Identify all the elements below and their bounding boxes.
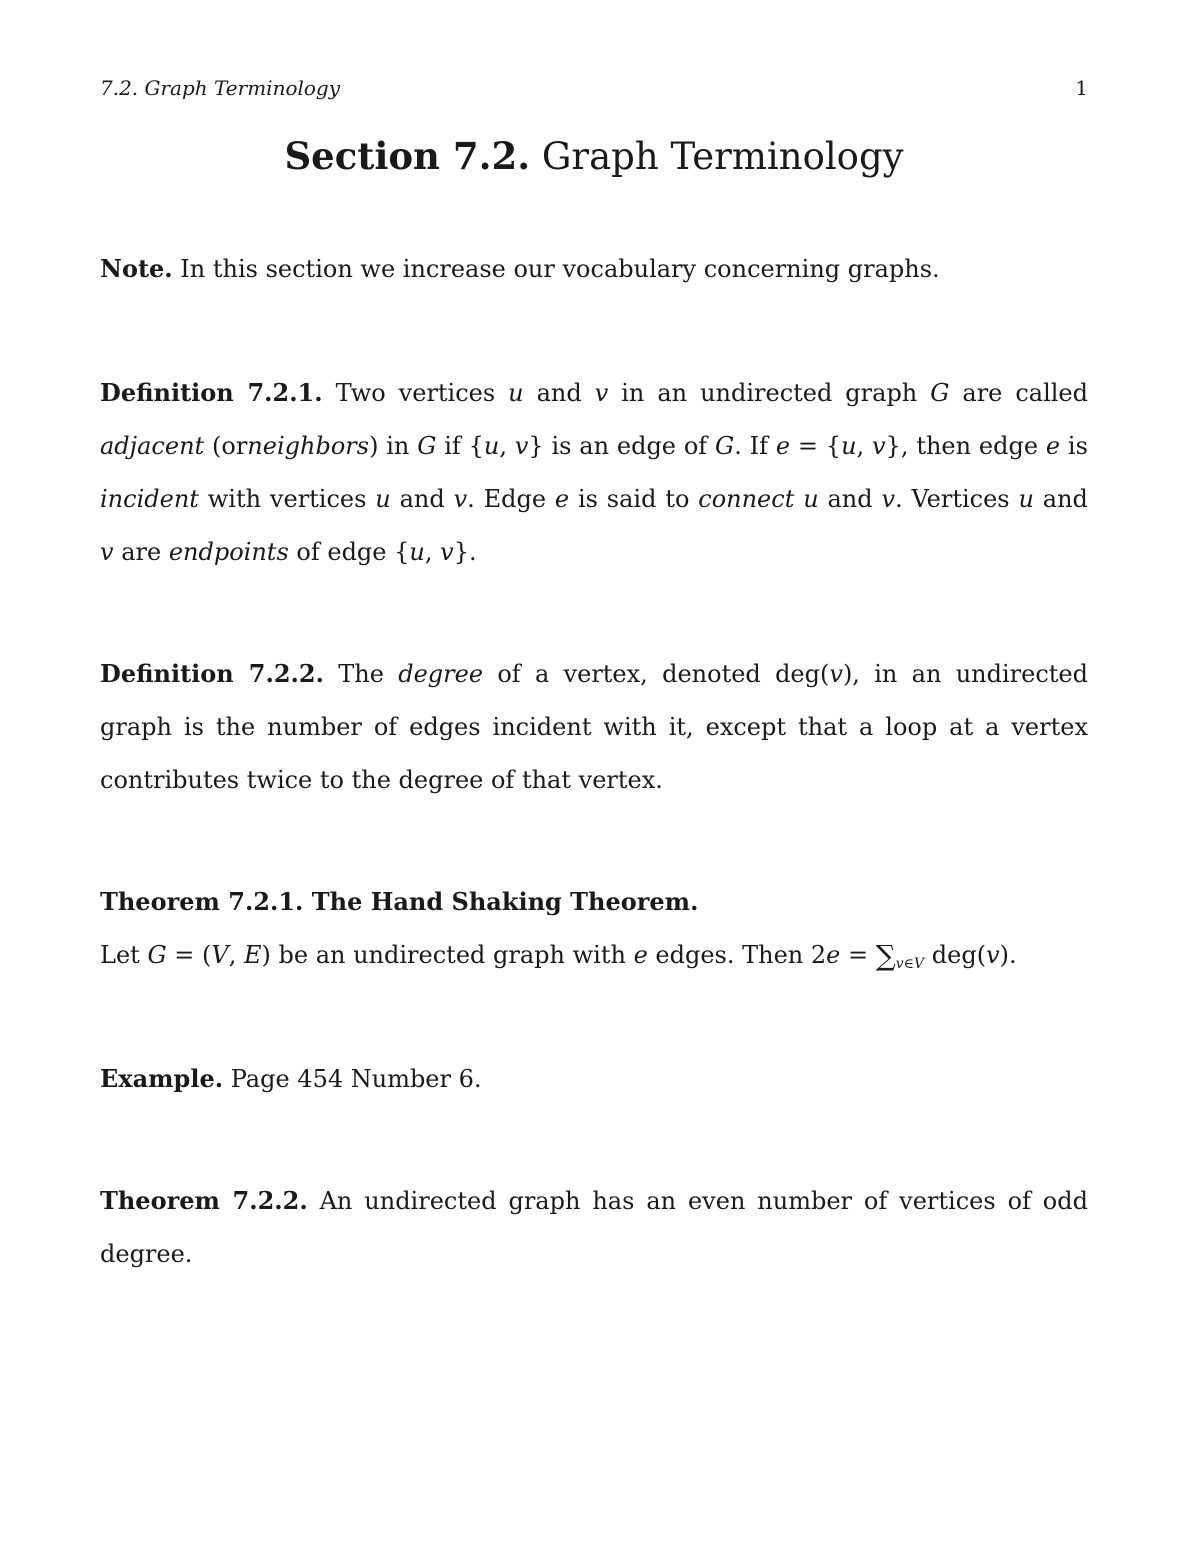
section-title bbox=[100, 134, 1088, 178]
def-text: in an undirected graph bbox=[621, 379, 918, 407]
math-v: v bbox=[881, 485, 896, 513]
running-header bbox=[100, 76, 1088, 100]
math-e: e bbox=[826, 941, 841, 969]
def-text: if { bbox=[444, 432, 484, 460]
thm-text: ) be an undirected graph with bbox=[261, 941, 626, 969]
math-e: e bbox=[1045, 432, 1061, 460]
example-text: Page 454 Number 6. bbox=[230, 1065, 482, 1093]
def-text: . Vertices bbox=[895, 485, 1010, 513]
math-E: E bbox=[243, 941, 262, 969]
math-u: u bbox=[483, 432, 500, 460]
example-paragraph bbox=[100, 1052, 1088, 1106]
math-u: u bbox=[375, 485, 391, 513]
term-endpoints: endpoints bbox=[168, 538, 289, 566]
def-text: = { bbox=[797, 432, 842, 460]
definition-7-2-1 bbox=[100, 366, 1088, 579]
running-title: 7.2. Graph Terminology bbox=[100, 76, 341, 100]
def-text: , bbox=[424, 538, 433, 566]
def-text: . Edge bbox=[467, 485, 547, 513]
math-u: u bbox=[841, 432, 857, 460]
math-G: G bbox=[715, 432, 735, 460]
def-text: is said to bbox=[577, 485, 690, 513]
theorem-label: Theorem 7.2.1. The Hand Shaking Theorem. bbox=[100, 887, 699, 916]
summation-subscript: v∈V bbox=[895, 956, 925, 972]
theorem-7-2-2 bbox=[100, 1174, 1088, 1281]
def-text: . If bbox=[734, 432, 769, 460]
thm-text: edges. Then 2 bbox=[655, 941, 827, 969]
note-label: Note. bbox=[100, 254, 173, 283]
def-text: and bbox=[827, 485, 873, 513]
section-name: Graph Terminology bbox=[541, 135, 904, 178]
term-degree: degree bbox=[398, 660, 484, 688]
term-adjacent: adjacent bbox=[100, 432, 205, 460]
section-number: Section 7.2. bbox=[284, 134, 531, 178]
def-text: and bbox=[1042, 485, 1088, 513]
def-text: , bbox=[499, 432, 507, 460]
math-V: V bbox=[211, 941, 229, 969]
def-text: are called bbox=[962, 379, 1089, 407]
def-text: of edge { bbox=[296, 538, 410, 566]
math-v: v bbox=[594, 379, 609, 407]
math-e: e bbox=[554, 485, 570, 513]
math-v: v bbox=[100, 538, 114, 566]
term-neighbors: neighbors bbox=[247, 432, 370, 460]
math-v: v bbox=[514, 432, 529, 460]
math-u: u bbox=[1018, 485, 1034, 513]
thm-text: , bbox=[228, 941, 237, 969]
def-text: with vertices bbox=[207, 485, 367, 513]
thm-text: = ( bbox=[174, 941, 212, 969]
def-text: }. bbox=[453, 538, 477, 566]
def-text: } is an edge of bbox=[528, 432, 708, 460]
page-number: 1 bbox=[1075, 76, 1088, 100]
theorem-text: An undirected graph has an even number of vertices of odd degree. bbox=[100, 1187, 1088, 1268]
def-text: , bbox=[856, 432, 865, 460]
definition-label: Definition 7.2.1. bbox=[100, 378, 323, 407]
math-v: v bbox=[440, 538, 454, 566]
math-v: v bbox=[872, 432, 886, 460]
math-G: G bbox=[147, 941, 167, 969]
def-text: ) in bbox=[369, 432, 410, 460]
math-u: u bbox=[508, 379, 524, 407]
theorem-statement bbox=[100, 929, 1088, 991]
math-e: e bbox=[633, 941, 648, 969]
def-text: The bbox=[338, 660, 384, 688]
definition-7-2-2 bbox=[100, 647, 1088, 807]
theorem-label: Theorem 7.2.2. bbox=[100, 1186, 308, 1215]
math-e: e bbox=[775, 432, 791, 460]
def-text: and bbox=[536, 379, 582, 407]
thm-text: = bbox=[847, 941, 869, 969]
math-v: v bbox=[453, 485, 468, 513]
def-text: is bbox=[1067, 432, 1088, 460]
term-connect: connect bbox=[698, 485, 795, 513]
def-text: and bbox=[399, 485, 445, 513]
def-text: are bbox=[121, 538, 162, 566]
def-text: of a vertex, denoted deg( bbox=[497, 660, 830, 688]
math-u: u bbox=[409, 538, 425, 566]
term-incident: incident bbox=[100, 485, 199, 513]
def-text: }, then edge bbox=[885, 432, 1039, 460]
thm-text: Let bbox=[100, 941, 140, 969]
note-paragraph bbox=[100, 242, 1088, 296]
thm-text: ). bbox=[999, 941, 1017, 969]
math-v: v bbox=[829, 660, 843, 688]
example-label: Example. bbox=[100, 1064, 224, 1093]
math-G: G bbox=[417, 432, 437, 460]
definition-label: Definition 7.2.2. bbox=[100, 659, 324, 688]
thm-text: deg( bbox=[931, 941, 987, 969]
def-text: Two vertices bbox=[335, 379, 496, 407]
summation-symbol: ∑ bbox=[875, 939, 896, 972]
theorem-7-2-1 bbox=[100, 875, 1088, 991]
def-text: ), in an undirected graph is the number of edges incident with it, except that a loop at a vertex contributes twice to the degree of that vertex. bbox=[100, 660, 1088, 794]
math-v: v bbox=[986, 941, 1000, 969]
def-text: (or bbox=[212, 432, 248, 460]
math-u: u bbox=[803, 485, 819, 513]
math-G: G bbox=[930, 379, 950, 407]
note-text: In this section we increase our vocabulary concerning graphs. bbox=[180, 255, 940, 283]
